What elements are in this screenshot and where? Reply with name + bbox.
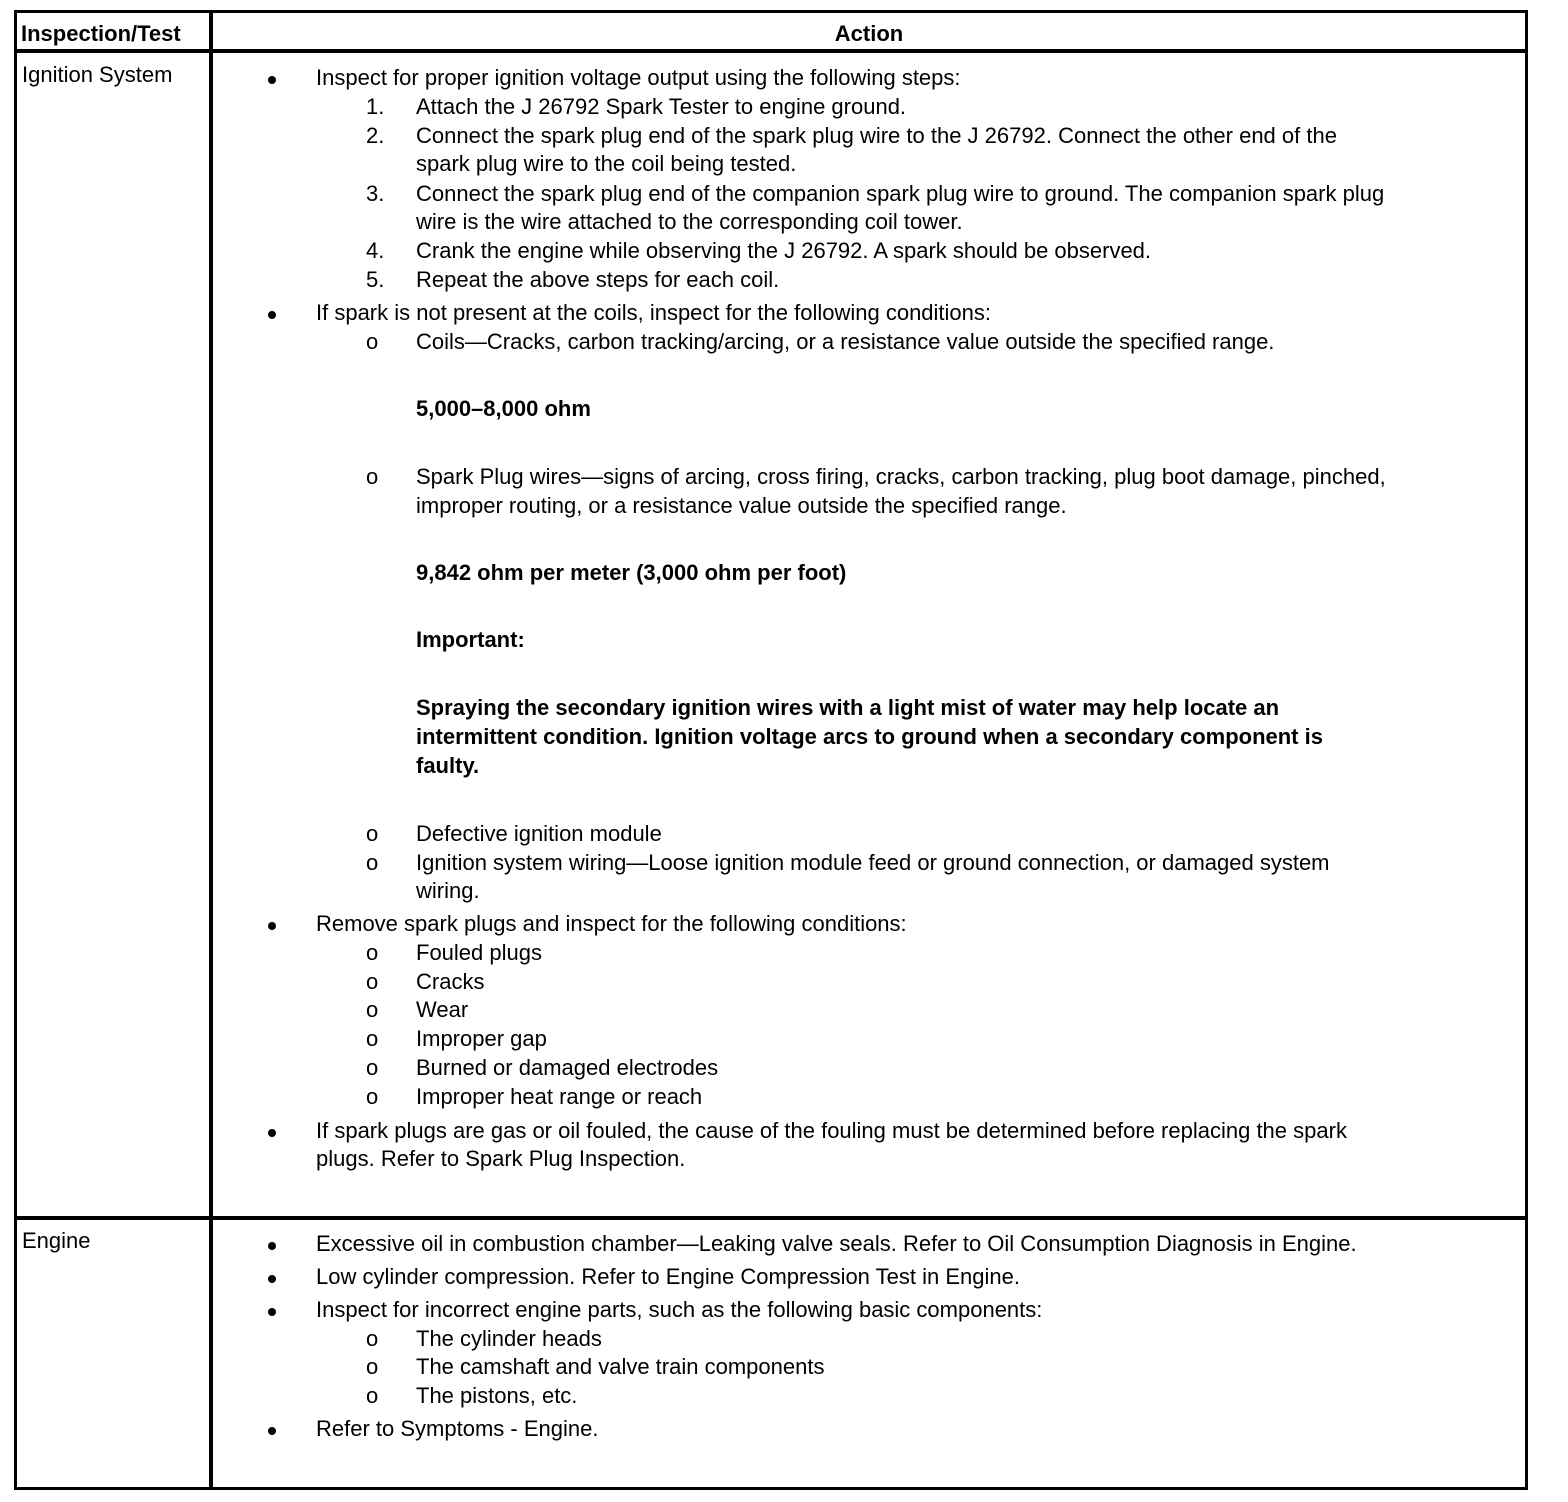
step-text: Repeat the above steps for each coil.	[416, 267, 780, 292]
bullet-icon	[268, 922, 276, 930]
spec-value: 9,842 ohm per meter (3,000 ohm per foot)	[416, 560, 847, 585]
row-label-engine: Engine	[22, 1228, 91, 1253]
sub-list-item: Improper gap	[416, 1026, 547, 1051]
sub-bullet-marker: o	[366, 1326, 379, 1351]
sub-list-item: Improper heat range or reach	[416, 1084, 703, 1109]
row-label-ignition-system: Ignition System	[22, 62, 173, 87]
bullet-icon	[268, 1308, 276, 1316]
sub-bullet-marker: o	[366, 1026, 379, 1051]
row-divider	[17, 1216, 1525, 1220]
sub-list-item: The cylinder heads	[416, 1326, 602, 1351]
step-number: 2.	[366, 123, 385, 148]
sub-list-item: Defective ignition module	[416, 821, 662, 846]
important-note: faulty.	[416, 753, 480, 778]
sub-list-item: wiring.	[416, 878, 480, 903]
sub-bullet-marker: o	[366, 1383, 379, 1408]
sub-bullet-marker: o	[366, 850, 379, 875]
spec-value: 5,000–8,000 ohm	[416, 396, 591, 421]
step-text: Connect the spark plug end of the spark plug wire to the J 26792. Connect the other end of the	[416, 123, 1337, 148]
sub-list-item: improper routing, or a resistance value outside the specified range.	[416, 493, 1067, 518]
list-item: Excessive oil in combustion chamber—Leaking valve seals. Refer to Oil Consumption Diagnosis in Engine.	[316, 1231, 1357, 1256]
list-item: plugs. Refer to Spark Plug Inspection.	[316, 1146, 686, 1171]
sub-list-item: The camshaft and valve train components	[416, 1354, 825, 1379]
sub-bullet-marker: o	[366, 821, 379, 846]
bullet-icon	[268, 1129, 276, 1137]
step-text: Connect the spark plug end of the companion spark plug wire to ground. The companion spark plug	[416, 181, 1385, 206]
header-row-divider	[17, 49, 1525, 53]
sub-bullet-marker: o	[366, 969, 379, 994]
sub-bullet-marker: o	[366, 329, 379, 354]
bullet-icon	[268, 1242, 276, 1250]
header-inspection-test: Inspection/Test	[21, 21, 181, 46]
important-note: intermittent condition. Ignition voltage arcs to ground when a secondary component is	[416, 724, 1323, 749]
sub-list-item: Spark Plug wires—signs of arcing, cross firing, cracks, carbon tracking, plug boot damage, pinched,	[416, 464, 1386, 489]
sub-list-item: Coils—Cracks, carbon tracking/arcing, or a resistance value outside the specified range.	[416, 329, 1275, 354]
bullet-icon	[268, 311, 276, 319]
list-item: Refer to Symptoms - Engine.	[316, 1416, 599, 1441]
sub-list-item: Wear	[416, 997, 469, 1022]
sub-list-item: The pistons, etc.	[416, 1383, 578, 1408]
sub-bullet-marker: o	[366, 464, 379, 489]
list-item: Low cylinder compression. Refer to Engine Compression Test in Engine.	[316, 1264, 1020, 1289]
sub-list-item: Fouled plugs	[416, 940, 542, 965]
list-item: Remove spark plugs and inspect for the following conditions:	[316, 911, 907, 936]
step-number: 5.	[366, 267, 385, 292]
sub-bullet-marker: o	[366, 1084, 379, 1109]
list-item: If spark plugs are gas or oil fouled, the cause of the fouling must be determined before replacing the spark	[316, 1118, 1347, 1143]
sub-bullet-marker: o	[366, 1354, 379, 1379]
sub-list-item: Ignition system wiring—Loose ignition module feed or ground connection, or damaged system	[416, 850, 1330, 875]
sub-bullet-marker: o	[366, 997, 379, 1022]
list-item: Inspect for incorrect engine parts, such as the following basic components:	[316, 1297, 1043, 1322]
sub-list-item: Burned or damaged electrodes	[416, 1055, 719, 1080]
step-text: spark plug wire to the coil being tested.	[416, 151, 797, 176]
step-text: wire is the wire attached to the corresponding coil tower.	[416, 209, 963, 234]
bullet-icon	[268, 76, 276, 84]
bullet-icon	[268, 1427, 276, 1435]
list-item: If spark is not present at the coils, inspect for the following conditions:	[316, 300, 992, 325]
sub-bullet-marker: o	[366, 940, 379, 965]
step-text: Attach the J 26792 Spark Tester to engine ground.	[416, 94, 907, 119]
header-action: Action	[834, 21, 904, 46]
column-divider	[209, 13, 213, 1487]
step-text: Crank the engine while observing the J 26792. A spark should be observed.	[416, 238, 1152, 263]
important-note: Spraying the secondary ignition wires with a light mist of water may help locate an	[416, 695, 1280, 720]
sub-list-item: Cracks	[416, 969, 485, 994]
bullet-icon	[268, 1275, 276, 1283]
sub-bullet-marker: o	[366, 1055, 379, 1080]
step-number: 1.	[366, 94, 385, 119]
important-label: Important:	[416, 627, 525, 652]
step-number: 4.	[366, 238, 385, 263]
step-number: 3.	[366, 181, 385, 206]
list-item: Inspect for proper ignition voltage output using the following steps:	[316, 65, 961, 90]
